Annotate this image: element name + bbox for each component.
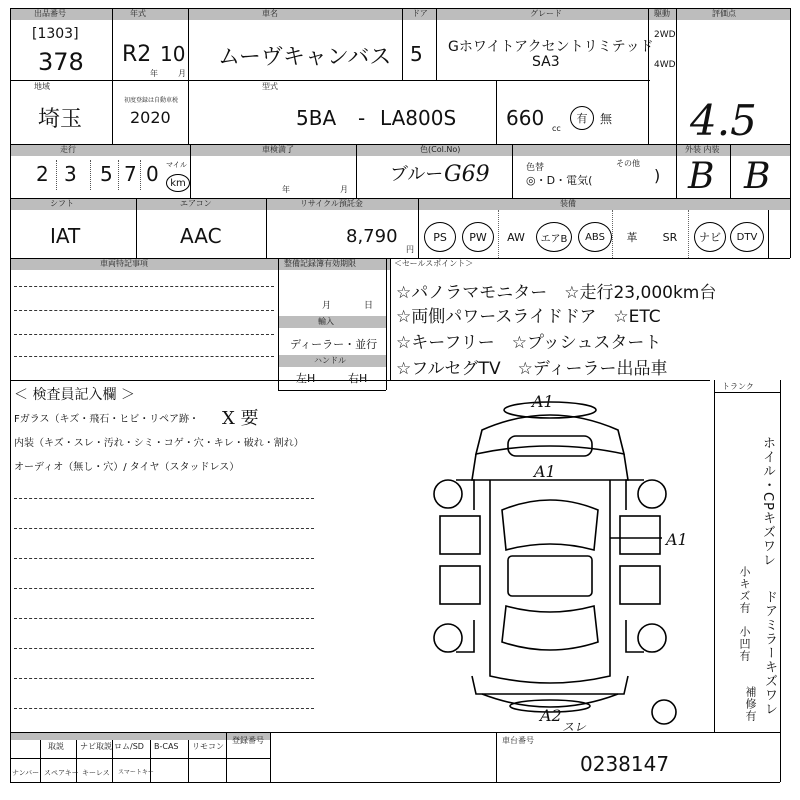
equip-airbag: エアB (536, 222, 572, 252)
bottom-label-row2-d: スマートキー (118, 769, 154, 776)
color-code: G69 (444, 162, 490, 187)
header-bar-bottom (10, 732, 270, 740)
bottom-label-row2-a: ナンバー (12, 769, 40, 777)
displacement-value: 660 (506, 106, 545, 130)
inspector-line-2: 内装（キズ・スレ・汚れ・シミ・コゲ・穴・キレ・破れ・割れ） (14, 438, 304, 449)
color-options-close: ) (654, 166, 661, 185)
bottom-label-e: リモコン (192, 742, 224, 751)
caption-mileage: 走行 (60, 145, 76, 154)
car-name: ムーヴキャンバス (218, 45, 392, 70)
equip-sunroof: SR (662, 230, 678, 244)
sales-point-1: ☆パノラマモニター ☆走行23,000km台 (396, 283, 717, 303)
header-bar-row3 (10, 144, 790, 156)
caption-car-name: 車名 (262, 9, 278, 18)
inspector-heading: ＜ 検査員記入欄 ＞ (14, 387, 135, 403)
model-code: LA800S (380, 106, 457, 130)
region-value: 埼玉 (38, 107, 83, 132)
inspector-line-3: オーディオ（無し・穴）/ タイヤ（スタッドレス） (14, 462, 240, 473)
right-note-4: 小凹有 (738, 626, 751, 662)
caption-aircon: エアコン (180, 199, 212, 208)
drive-4wd: 4WD (654, 60, 676, 70)
bottom-label-c: ロム/SD (114, 742, 144, 751)
lot-bracket: [1303] (32, 26, 79, 42)
recycle-yen: 円 (406, 245, 414, 254)
caption-doors: ドア (412, 9, 428, 18)
equip-leather: 革 (626, 231, 638, 244)
score-value: 4.5 (690, 96, 757, 145)
caption-year: 年式 (130, 9, 146, 18)
handle-left: 左H (296, 372, 316, 385)
bottom-label-row2-b: スペアキー (44, 769, 79, 777)
mileage-digit-1: 2 (36, 162, 49, 186)
caption-ext-int: 外装 内装 (685, 145, 720, 154)
car-damage-diagram (410, 390, 710, 730)
sales-point-3: ☆キーフリー ☆プッシュスタート (396, 333, 662, 353)
caption-shift: シフト (50, 199, 74, 208)
color-other-label: その他 (616, 159, 640, 168)
caption-record-book: 整備記録簿有効期限 (284, 259, 356, 268)
model-prefix: 5BA (296, 106, 337, 130)
exterior-grade: B (688, 156, 715, 197)
mileage-digit-5: 0 (146, 162, 159, 186)
caption-equipment: 装備 (560, 199, 576, 208)
windshield-mark: X 要 (222, 408, 259, 429)
caption-color-no: 色(Col.No) (420, 145, 461, 154)
caption-recycle: リサイクル預託金 (300, 199, 363, 208)
caption-score: 評価点 (712, 9, 736, 18)
lot-number: 378 (38, 48, 84, 76)
equip-dtv: DTV (730, 222, 764, 252)
damage-front-label: A1 (532, 392, 554, 411)
trunk-label: トランク (722, 382, 754, 391)
caption-import: 輸入 (318, 317, 334, 326)
header-bar-row1 (10, 8, 790, 20)
damage-rear-note: スレ (562, 720, 587, 734)
shaken-nen: 年 (282, 185, 290, 194)
damage-roof-label: A1 (534, 462, 556, 481)
inspector-line-1: Fガラス（キズ・飛石・ヒビ・リペア跡・ (14, 414, 200, 425)
right-note-1: ホイル・CPキズワレ (760, 436, 775, 567)
color-options: ◎・D・電気( (526, 174, 593, 187)
turbo-yes-circle: 有 (570, 106, 594, 130)
bottom-label-chassis: 車台番号 (502, 736, 534, 745)
color-name: ブルー (390, 164, 444, 185)
damage-side-label: A1 (666, 530, 688, 549)
header-bar-row4 (10, 198, 790, 210)
grade-line2: SA3 (532, 54, 560, 70)
chassis-number: 0238147 (580, 752, 670, 776)
right-note-5: 補修有 (744, 686, 757, 722)
caption-sales-points: ＜セールスポイント＞ (394, 259, 474, 268)
caption-handle: ハンドル (314, 356, 346, 365)
caption-grade: グレード (530, 9, 562, 18)
bottom-label-d: B-CAS (154, 742, 179, 751)
record-day: 日 (364, 301, 374, 311)
damage-rear-label: A2 (540, 706, 562, 725)
mileage-digit-3: 5 (100, 162, 113, 186)
bottom-label-reg-no: 登録番号 (232, 736, 264, 745)
equip-navi: ナビ (694, 222, 726, 252)
mileage-unit-mile: マイル (166, 161, 187, 169)
color-change-label: 色替 (526, 163, 545, 173)
caption-model: 型式 (262, 82, 278, 91)
recycle-value: 8,790 (346, 226, 398, 247)
aircon-value: AAC (180, 224, 222, 248)
shaken-tsuki: 月 (340, 185, 348, 194)
import-value: ディーラー・並行 (290, 338, 378, 351)
right-note-2: 小キズ有 (738, 566, 751, 614)
interior-grade: B (744, 156, 771, 197)
equip-pw: PW (462, 222, 494, 252)
mileage-unit-km-circle: km (166, 174, 190, 192)
equip-abs: ABS (578, 222, 612, 252)
turbo-no: 無 (600, 112, 613, 126)
caption-lot: 出品番号 (34, 9, 66, 18)
equip-aw: AW (507, 230, 525, 244)
record-month: 月 (322, 301, 332, 311)
mileage-digit-4: 7 (124, 162, 137, 186)
year-era: R2 (122, 42, 152, 67)
year-month: 10 (160, 42, 186, 66)
caption-shaken: 車検満了 (262, 145, 294, 154)
sales-point-4: ☆フルセグTV ☆ディーラー出品車 (396, 359, 668, 379)
caption-drive: 駆動 (654, 9, 670, 18)
doors-value: 5 (410, 42, 423, 66)
handle-right: 右H (348, 372, 368, 385)
year-nen-label: 年 (150, 69, 158, 78)
grade-line1: Gホワイトアクセントリミテッド (448, 39, 654, 55)
year-tsuki-label: 月 (178, 69, 186, 78)
model-dash: - (358, 106, 366, 130)
shift-value: IAT (50, 224, 81, 248)
caption-first-reg: 初度登録は自動車税 (124, 97, 179, 104)
caption-vehicle-note: 車両特記事項 (100, 259, 148, 268)
sales-point-2: ☆両側パワースライドドア ☆ETC (396, 307, 661, 327)
bottom-label-a: 取説 (48, 742, 64, 751)
caption-region: 地域 (34, 82, 50, 91)
drive-2wd: 2WD (654, 30, 676, 40)
equip-ps: PS (424, 222, 456, 252)
mileage-digit-2: 3 (64, 162, 77, 186)
bottom-label-row2-c: キーレス (82, 769, 110, 777)
model-year: 2020 (130, 108, 171, 127)
displacement-unit: cc (552, 124, 561, 133)
right-note-3: ドアミラーキズワレ (762, 590, 777, 716)
bottom-label-b: ナビ取説 (80, 742, 112, 751)
